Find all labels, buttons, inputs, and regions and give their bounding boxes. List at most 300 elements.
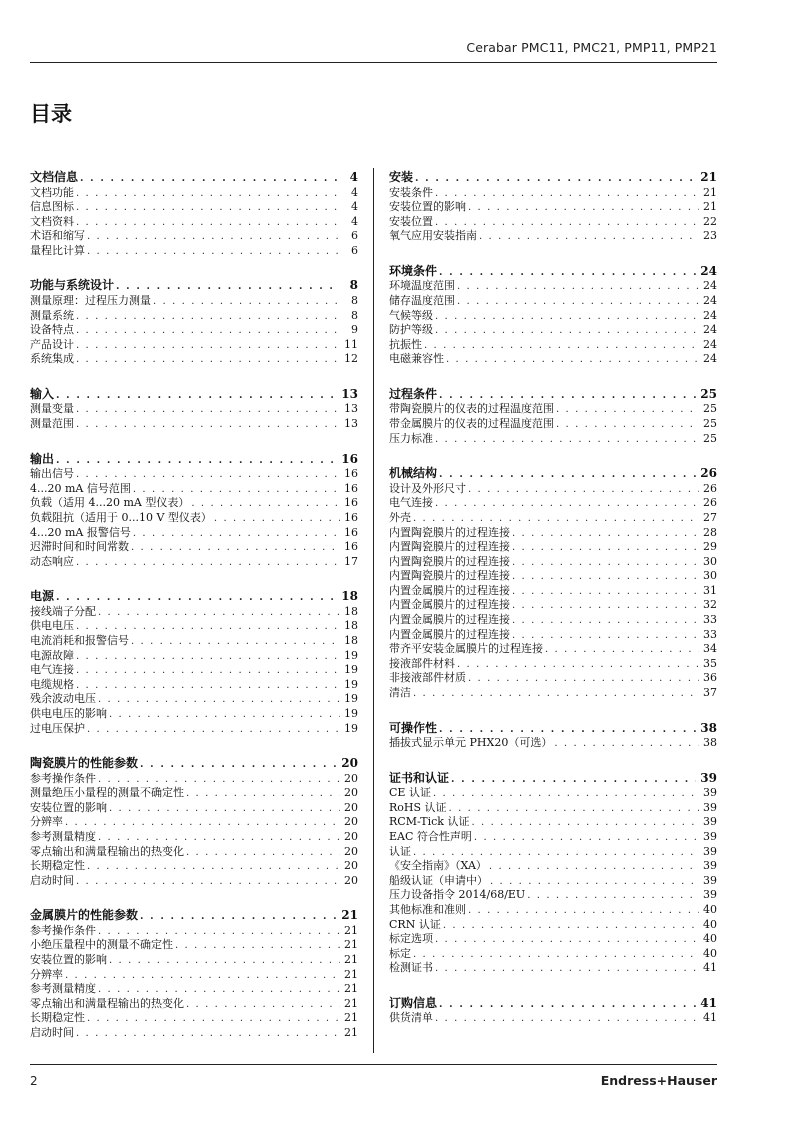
- toc-entry[interactable]: [389, 657, 717, 672]
- toc-entry[interactable]: [389, 540, 717, 555]
- toc-leader-dots: [109, 802, 340, 816]
- toc-entry[interactable]: [389, 511, 717, 526]
- toc-section-heading[interactable]: [389, 466, 717, 482]
- toc-entry[interactable]: [389, 736, 717, 751]
- toc-heading-page: 4: [349, 170, 358, 184]
- toc-entry[interactable]: [30, 215, 358, 230]
- toc-leader-dots: [131, 541, 340, 555]
- toc-leader-dots: [76, 620, 340, 634]
- toc-leader-dots: [87, 230, 340, 244]
- toc-entry[interactable]: [30, 649, 358, 664]
- toc-entry-page: 21: [344, 996, 358, 1010]
- toc-entry-page: 24: [703, 352, 717, 366]
- toc-entry-label: 压力标准: [389, 431, 433, 445]
- toc-entry-page: 12: [344, 352, 358, 366]
- toc-entry[interactable]: [30, 1011, 358, 1026]
- toc-leader-dots: [175, 939, 340, 953]
- toc-section: [389, 387, 717, 446]
- toc-entry-label: 设计及外形尺寸: [389, 481, 466, 495]
- toc-entry-label: 测量系统: [30, 308, 74, 322]
- toc-entry-label: 术语和缩写: [30, 229, 85, 243]
- toc-entry[interactable]: [389, 686, 717, 701]
- toc-section-heading[interactable]: [30, 452, 358, 468]
- toc-entry[interactable]: [389, 845, 717, 860]
- toc-entry-page: 18: [344, 604, 358, 618]
- toc-entry-label: 分辨率: [30, 815, 63, 829]
- toc-entry-page: 24: [703, 323, 717, 337]
- toc-entry[interactable]: [389, 229, 717, 244]
- toc-section: [30, 589, 358, 736]
- toc-entry-label: 抗振性: [389, 337, 422, 351]
- toc-entry-label: 内置金属膜片的过程连接: [389, 583, 510, 597]
- toc-entry-label: 负载阻抗（适用于 0...10 V 型仪表）: [30, 510, 212, 524]
- toc-entry-page: 19: [344, 663, 358, 677]
- toc-entry-label: 清洁: [389, 686, 411, 700]
- footer-rule: [30, 1064, 717, 1065]
- toc-leader-dots: [554, 737, 699, 751]
- toc-entry[interactable]: [30, 309, 358, 324]
- toc-section: [389, 170, 717, 244]
- toc-section-heading[interactable]: [389, 721, 717, 737]
- toc-section-heading[interactable]: [389, 264, 717, 280]
- toc-section-heading[interactable]: [30, 387, 358, 403]
- toc-heading-label: 订购信息: [389, 995, 438, 1010]
- toc-entry-page: 25: [703, 402, 717, 416]
- toc-entry[interactable]: [30, 830, 358, 845]
- toc-entry-page: 17: [344, 554, 358, 568]
- toc-entry-label: 4...20 mA 报警信号: [30, 525, 131, 539]
- toc-entry[interactable]: [389, 671, 717, 686]
- toc-entry-label: 内置金属膜片的过程连接: [389, 613, 510, 627]
- toc-entry[interactable]: [30, 338, 358, 353]
- toc-leader-dots: [98, 773, 340, 787]
- toc-entry[interactable]: [30, 707, 358, 722]
- toc-entry-page: 24: [703, 308, 717, 322]
- toc-leader-dots: [140, 909, 337, 924]
- toc-entry-page: 39: [703, 815, 717, 829]
- toc-entry[interactable]: [30, 815, 358, 830]
- toc-entry-label: 测量变量: [30, 402, 74, 416]
- toc-leader-dots: [153, 295, 340, 309]
- toc-entry-page: 21: [344, 1026, 358, 1040]
- toc-leader-dots: [556, 403, 699, 417]
- toc-entry[interactable]: [389, 786, 717, 801]
- toc-entry-label: 插拔式显示单元 PHX20（可选）: [389, 736, 553, 750]
- toc-entry-label: 测量原理：过程压力测量: [30, 293, 151, 307]
- toc-entry[interactable]: [389, 279, 717, 294]
- toc-entry[interactable]: [30, 692, 358, 707]
- toc-entry-page: 11: [344, 337, 358, 351]
- toc-entry[interactable]: [30, 467, 358, 482]
- toc-entry-label: 安装位置: [389, 214, 433, 228]
- toc-section-heading[interactable]: [389, 771, 717, 787]
- footer-page-number: 2: [30, 1074, 38, 1088]
- toc-section-heading[interactable]: [389, 996, 717, 1012]
- toc-entry[interactable]: [389, 294, 717, 309]
- toc-entry-label: 信息图标: [30, 200, 74, 214]
- toc-entry-page: 26: [703, 496, 717, 510]
- toc-leader-dots: [439, 467, 696, 482]
- toc-entry-page: 39: [703, 844, 717, 858]
- toc-entry-page: 40: [703, 917, 717, 931]
- toc-leader-dots: [443, 919, 699, 933]
- toc-entry[interactable]: [389, 801, 717, 816]
- toc-entry[interactable]: [389, 352, 717, 367]
- toc-entry-page: 25: [703, 431, 717, 445]
- toc-leader-dots: [435, 216, 699, 230]
- toc-entry-page: 34: [703, 642, 717, 656]
- toc-leader-dots: [512, 629, 699, 643]
- toc-entry[interactable]: [389, 496, 717, 511]
- toc-section-heading[interactable]: [30, 170, 358, 186]
- toc-entry-label: 内置金属膜片的过程连接: [389, 598, 510, 612]
- toc-entry[interactable]: [30, 323, 358, 338]
- toc-entry-label: 迟滞时间和时间常数: [30, 540, 129, 554]
- toc-entry-page: 20: [344, 786, 358, 800]
- toc-entry[interactable]: [389, 186, 717, 201]
- toc-entry-label: 带齐平安装金属膜片的过程连接: [389, 642, 543, 656]
- toc-entry-page: 30: [703, 569, 717, 583]
- toc-section-heading[interactable]: [389, 387, 717, 403]
- toc-entry-page: 19: [344, 721, 358, 735]
- toc-entry[interactable]: [30, 555, 358, 570]
- toc-entry[interactable]: [389, 555, 717, 570]
- toc-entry[interactable]: [389, 642, 717, 657]
- toc-entry[interactable]: [30, 200, 358, 215]
- toc-section-heading[interactable]: [389, 170, 717, 186]
- toc-entry[interactable]: [389, 432, 717, 447]
- toc-entry-page: 26: [703, 481, 717, 495]
- toc-entry-page: 18: [344, 633, 358, 647]
- toc-section: [30, 756, 358, 888]
- toc-entry[interactable]: [389, 628, 717, 643]
- toc-entry[interactable]: [30, 953, 358, 968]
- toc-entry[interactable]: [389, 961, 717, 976]
- toc-leader-dots: [98, 925, 340, 939]
- toc-entry[interactable]: [389, 598, 717, 613]
- toc-leader-dots: [457, 658, 699, 672]
- toc-section-heading[interactable]: [30, 589, 358, 605]
- toc-leader-dots: [468, 483, 699, 497]
- toc-entry-page: 16: [344, 467, 358, 481]
- toc-leader-dots: [468, 904, 699, 918]
- toc-entry-label: 认证: [389, 844, 411, 858]
- toc-heading-page: 21: [341, 908, 358, 923]
- toc-entry[interactable]: [30, 352, 358, 367]
- toc-entry-page: 35: [703, 656, 717, 670]
- toc-entry-label: 零点输出和满量程输出的热变化: [30, 844, 184, 858]
- toc-leader-dots: [512, 556, 699, 570]
- toc-entry-page: 39: [703, 873, 717, 887]
- toc-leader-dots: [435, 933, 699, 947]
- toc-entry-page: 40: [703, 946, 717, 960]
- toc-leader-dots: [186, 846, 340, 860]
- toc-entry-page: 39: [703, 888, 717, 902]
- toc-entry[interactable]: [30, 540, 358, 555]
- toc-entry[interactable]: [389, 613, 717, 628]
- column-divider: [373, 168, 374, 1053]
- toc-leader-dots: [80, 171, 340, 186]
- toc-entry-label: 电气连接: [30, 663, 74, 677]
- toc-entry-page: 39: [703, 800, 717, 814]
- toc-entry[interactable]: [30, 634, 358, 649]
- toc-section-heading[interactable]: [30, 756, 358, 772]
- toc-leader-dots: [76, 187, 340, 201]
- toc-entry-label: 残余波动电压: [30, 692, 96, 706]
- toc-entry[interactable]: [30, 1026, 358, 1041]
- toc-leader-dots: [76, 324, 340, 338]
- toc-heading-page: 16: [341, 451, 358, 466]
- footer-brand: Endress+Hauser: [600, 1073, 717, 1088]
- toc-entry[interactable]: [30, 801, 358, 816]
- toc-entry[interactable]: [30, 982, 358, 997]
- toc-entry-page: 21: [703, 185, 717, 199]
- toc-heading-label: 可操作性: [389, 720, 438, 735]
- toc-leader-dots: [76, 216, 340, 230]
- toc-entry-label: 供货清单: [389, 1011, 433, 1025]
- toc-entry-label: 测量绝压小量程的测量不确定性: [30, 786, 184, 800]
- toc-leader-dots: [76, 339, 340, 353]
- toc-entry-label: 标定: [389, 946, 411, 960]
- toc-leader-dots: [439, 265, 696, 280]
- toc-leader-dots: [87, 1012, 340, 1026]
- toc-leader-dots: [457, 280, 699, 294]
- toc-entry[interactable]: [389, 932, 717, 947]
- toc-entry[interactable]: [389, 830, 717, 845]
- toc-heading-page: 38: [700, 720, 717, 735]
- toc-entry[interactable]: [389, 338, 717, 353]
- toc-entry[interactable]: [389, 569, 717, 584]
- toc-entry[interactable]: [30, 938, 358, 953]
- toc-entry[interactable]: [30, 859, 358, 874]
- toc-entry[interactable]: [30, 482, 358, 497]
- toc-entry-label: 电流消耗和报警信号: [30, 633, 129, 647]
- toc-leader-dots: [474, 831, 699, 845]
- toc-entry-page: 25: [703, 417, 717, 431]
- toc-heading-label: 过程条件: [389, 386, 438, 401]
- toc-entry-label: 零点输出和满量程输出的热变化: [30, 996, 184, 1010]
- toc-entry[interactable]: [30, 968, 358, 983]
- toc-entry-label: 船级认证（申请中）: [389, 873, 488, 887]
- toc-entry-label: 长期稳定性: [30, 1011, 85, 1025]
- toc-entry-page: 41: [703, 1011, 717, 1025]
- toc-entry-page: 21: [344, 982, 358, 996]
- toc-entry-label: 气候等级: [389, 308, 433, 322]
- toc-entry[interactable]: [389, 1011, 717, 1026]
- toc-heading-label: 输出: [30, 451, 55, 466]
- toc-leader-dots: [186, 787, 340, 801]
- toc-entry-label: 启动时间: [30, 1026, 74, 1040]
- toc-entry[interactable]: [389, 482, 717, 497]
- toc-entry[interactable]: [389, 215, 717, 230]
- toc-entry[interactable]: [389, 888, 717, 903]
- toc-entry-label: 带陶瓷膜片的仪表的过程温度范围: [389, 402, 554, 416]
- toc-entry-label: 防护等级: [389, 323, 433, 337]
- toc-entry[interactable]: [30, 244, 358, 259]
- toc-entry-label: 负载（适用 4...20 mA 型仪表）: [30, 496, 190, 510]
- toc-entry-label: 参考测量精度: [30, 830, 96, 843]
- toc-leader-dots: [65, 969, 340, 983]
- toc-entry-page: 36: [703, 671, 717, 685]
- toc-entry-page: 22: [703, 214, 717, 228]
- toc-entry[interactable]: [389, 874, 717, 889]
- toc-section: [389, 466, 717, 700]
- toc-leader-dots: [87, 245, 340, 259]
- toc-leader-dots: [131, 635, 340, 649]
- toc-entry[interactable]: [30, 496, 358, 511]
- toc-leader-dots: [87, 723, 340, 737]
- toc-heading-label: 陶瓷膜片的性能参数: [30, 756, 139, 771]
- toc-entry[interactable]: [389, 903, 717, 918]
- toc-entry[interactable]: [30, 294, 358, 309]
- toc-entry-page: 33: [703, 627, 717, 641]
- toc-entry[interactable]: [30, 845, 358, 860]
- toc-section: [30, 170, 358, 258]
- toc-entry[interactable]: [389, 309, 717, 324]
- toc-entry-page: 40: [703, 932, 717, 946]
- toc-entry-page: 21: [344, 1011, 358, 1025]
- toc-heading-page: 18: [341, 589, 358, 604]
- toc-entry-label: 设备特点: [30, 323, 74, 337]
- toc-entry[interactable]: [30, 511, 358, 526]
- toc-entry[interactable]: [389, 402, 717, 417]
- toc-leader-dots: [512, 614, 699, 628]
- toc-entry-label: 系统集成: [30, 352, 74, 366]
- toc-heading-label: 安装: [389, 170, 414, 184]
- toc-entry-page: 21: [344, 967, 358, 981]
- toc-section: [389, 264, 717, 367]
- toc-entry[interactable]: [30, 786, 358, 801]
- toc-entry[interactable]: [30, 186, 358, 201]
- toc-entry-page: 4: [351, 214, 358, 228]
- toc-right-column: [389, 170, 717, 1046]
- toc-entry[interactable]: [30, 678, 358, 693]
- toc-entry-label: 4...20 mA 信号范围: [30, 481, 131, 495]
- toc-section: [30, 908, 358, 1040]
- toc-entry-label: 电磁兼容性: [389, 352, 444, 366]
- toc-entry[interactable]: [389, 323, 717, 338]
- toc-entry[interactable]: [389, 947, 717, 962]
- toc-entry-page: 9: [351, 323, 358, 337]
- toc-entry-label: 带金属膜片的仪表的过程温度范围: [389, 417, 554, 431]
- toc-leader-dots: [471, 816, 699, 830]
- toc-entry[interactable]: [30, 924, 358, 939]
- toc-entry-label: RoHS 认证: [389, 800, 447, 814]
- toc-entry[interactable]: [30, 619, 358, 634]
- toc-leader-dots: [527, 889, 699, 903]
- toc-entry-page: 18: [344, 619, 358, 633]
- toc-leader-dots: [87, 860, 340, 874]
- toc-entry-page: 19: [344, 677, 358, 691]
- toc-entry-page: 39: [703, 859, 717, 873]
- toc-heading-label: 证书和认证: [389, 770, 450, 785]
- toc-leader-dots: [545, 643, 699, 657]
- toc-leader-dots: [413, 948, 699, 962]
- toc-section-heading[interactable]: [30, 278, 358, 294]
- toc-left-column: [30, 170, 358, 1061]
- toc-leader-dots: [133, 527, 340, 541]
- toc-entry-label: 电源故障: [30, 648, 74, 662]
- toc-entry-label: 标定选项: [389, 932, 433, 946]
- toc-entry[interactable]: [30, 663, 358, 678]
- toc-leader-dots: [415, 171, 696, 186]
- toc-entry-page: 39: [703, 830, 717, 843]
- toc-entry-page: 20: [344, 800, 358, 814]
- toc-entry-label: 非接液部件材质: [389, 671, 466, 685]
- toc-entry[interactable]: [30, 874, 358, 889]
- toc-entry[interactable]: [30, 526, 358, 541]
- toc-entry[interactable]: [389, 417, 717, 432]
- toc-entry-page: 20: [344, 830, 358, 843]
- toc-section-heading[interactable]: [30, 908, 358, 924]
- toc-entry-page: 20: [344, 815, 358, 829]
- toc-section: [389, 996, 717, 1026]
- toc-entry-label: 电气连接: [389, 496, 433, 510]
- toc-leader-dots: [435, 324, 699, 338]
- toc-entry-page: 31: [703, 583, 717, 597]
- toc-entry[interactable]: [389, 918, 717, 933]
- header-rule: [30, 62, 717, 63]
- toc-leader-dots: [133, 483, 340, 497]
- toc-entry-page: 29: [703, 540, 717, 554]
- toc-entry-label: 接线端子分配: [30, 604, 96, 618]
- toc-leader-dots: [56, 388, 337, 403]
- toc-entry-page: 39: [703, 786, 717, 800]
- toc-leader-dots: [109, 954, 340, 968]
- toc-leader-dots: [76, 403, 340, 417]
- toc-entry[interactable]: [389, 815, 717, 830]
- toc-entry-label: 内置陶瓷膜片的过程连接: [389, 540, 510, 554]
- toc-entry[interactable]: [30, 229, 358, 244]
- toc-leader-dots: [76, 679, 340, 693]
- toc-leader-dots: [424, 339, 699, 353]
- toc-section: [389, 771, 717, 976]
- toc-entry-label: 参考操作条件: [30, 771, 96, 785]
- toc-entry[interactable]: [389, 526, 717, 541]
- toc-entry[interactable]: [389, 584, 717, 599]
- toc-entry-page: 8: [351, 308, 358, 322]
- toc-entry-label: 量程比计算: [30, 243, 85, 257]
- toc-entry[interactable]: [30, 605, 358, 620]
- toc-entry-label: 压力设备指令 2014/68/EU: [389, 888, 526, 902]
- toc-entry-label: 储存温度范围: [389, 293, 455, 307]
- toc-entry-page: 16: [344, 540, 358, 554]
- toc-section: [30, 452, 358, 570]
- toc-entry[interactable]: [30, 772, 358, 787]
- toc-entry[interactable]: [389, 200, 717, 215]
- toc-entry[interactable]: [389, 859, 717, 874]
- toc-leader-dots: [76, 1027, 340, 1041]
- toc-entry-page: 37: [703, 686, 717, 700]
- toc-heading-page: 41: [700, 995, 717, 1010]
- toc-heading-label: 文档信息: [30, 170, 79, 184]
- toc-entry-page: 19: [344, 648, 358, 662]
- toc-entry-page: 20: [344, 844, 358, 858]
- toc-heading-label: 电源: [30, 589, 55, 604]
- toc-entry[interactable]: [30, 722, 358, 737]
- toc-leader-dots: [512, 585, 699, 599]
- toc-leader-dots: [413, 687, 699, 701]
- toc-entry-label: 安装条件: [389, 185, 433, 199]
- toc-entry[interactable]: [30, 402, 358, 417]
- toc-entry-page: 24: [703, 279, 717, 293]
- toc-leader-dots: [433, 787, 699, 801]
- toc-entry[interactable]: [30, 417, 358, 432]
- toc-entry[interactable]: [30, 997, 358, 1012]
- toc-entry-page: 41: [703, 961, 717, 975]
- toc-entry-page: 40: [703, 902, 717, 916]
- toc-entry-label: 动态响应: [30, 554, 74, 568]
